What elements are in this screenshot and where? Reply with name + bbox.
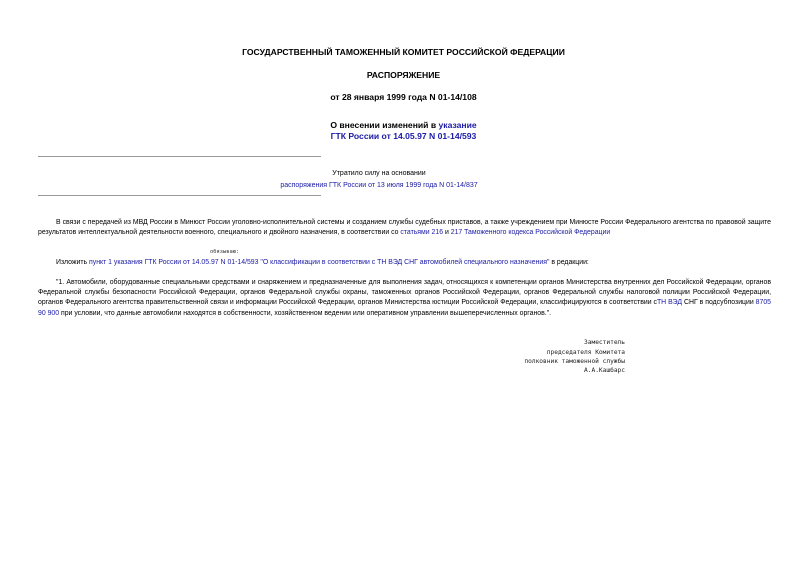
link-subheading-8705[interactable]: 8705 90 900 bbox=[38, 299, 771, 317]
instruction-tail: в редакции: bbox=[549, 259, 589, 266]
paragraph-new-wording bbox=[38, 278, 771, 319]
preamble-conjunction: и bbox=[443, 229, 451, 237]
signature-name: А.А.Кашбарс bbox=[584, 367, 625, 374]
signature-position: Заместитель bbox=[584, 339, 625, 346]
divider-top bbox=[38, 156, 321, 157]
link-tn-ved[interactable]: ТН ВЭД bbox=[656, 299, 683, 307]
lost-force-line bbox=[0, 181, 758, 191]
instruction-lead: Изложить bbox=[56, 259, 90, 266]
subject-link-directive-ref[interactable]: ГТК России от 14.05.97 N 01-14/593 bbox=[330, 131, 477, 141]
preamble-text: В связи с передачей из МВД России в Минюст России уголовно-исполнительной системы и созданием службы судебных приставов, а также учреждением при Минюсте России Федерального агентства по правовой защите результатов интеллектуальной деятельности военного, специального и двойного назначения, в соответствии со bbox=[38, 219, 771, 237]
document-kind: РАСПОРЯЖЕНИЕ bbox=[366, 70, 441, 80]
new-wording-tail: при условии, что данные автомобили находятся в собственности, хозяйственном ведении или оперативном управлении вышеперечисленных органов.". bbox=[59, 309, 552, 317]
obligation-stamp: обязываю: bbox=[210, 249, 240, 255]
paragraph-preamble bbox=[38, 218, 771, 238]
lost-force-label: Утратило силу на основании bbox=[332, 170, 426, 177]
link-customs-code-217[interactable]: 217 Таможенного кодекса Российской Федерации bbox=[450, 229, 611, 237]
new-wording-mid: СНГ в подсубпозиции bbox=[682, 299, 756, 307]
lost-force-link[interactable]: распоряжения ГТК России от 13 июля 1999 года N 01-14/837 bbox=[280, 182, 478, 189]
paragraph-instruction bbox=[38, 258, 771, 268]
new-wording-text: "1. Автомобили, оборудованные специальными средствами и снаряжением и предназначенные для выполнения задач, относящихся к компетенции органов Министерства внутренних дел Российской Федерации, органов Федеральной службы безопасности Российской Федерации, органов Федеральной службы охраны, таможенных органов Российской Федерации, органов Федеральной службы налоговой полиции Российской Федерации, органов Федерального агентства правительственной связи и информации Российской Федерации, органов Министерства юстиции Российской Федерации, классифицируются в соответствии с bbox=[38, 279, 771, 307]
divider-bottom bbox=[38, 195, 321, 196]
subject-text: О внесении изменений в bbox=[330, 120, 439, 130]
signature-position-2: председателя Комитета bbox=[546, 349, 625, 356]
document-subject bbox=[0, 120, 807, 142]
subject-link-directive[interactable]: указание bbox=[438, 120, 477, 130]
link-article-216[interactable]: статьями 216 bbox=[400, 229, 444, 237]
document-date-number: от 28 января 1999 года N 01-14/108 bbox=[330, 92, 477, 102]
link-directive-item-1[interactable]: пункт 1 указания ГТК России от 14.05.97 N 01-14/593 "О классификации в соответствии с ТН ВЭД СНГ автомобилей специального назначения" bbox=[89, 259, 550, 266]
issuer-title: ГОСУДАРСТВЕННЫЙ ТАМОЖЕННЫЙ КОМИТЕТ РОССИЙСКОЙ ФЕДЕРАЦИИ bbox=[242, 47, 565, 57]
signature-rank: полковник таможенной службы bbox=[524, 358, 625, 365]
